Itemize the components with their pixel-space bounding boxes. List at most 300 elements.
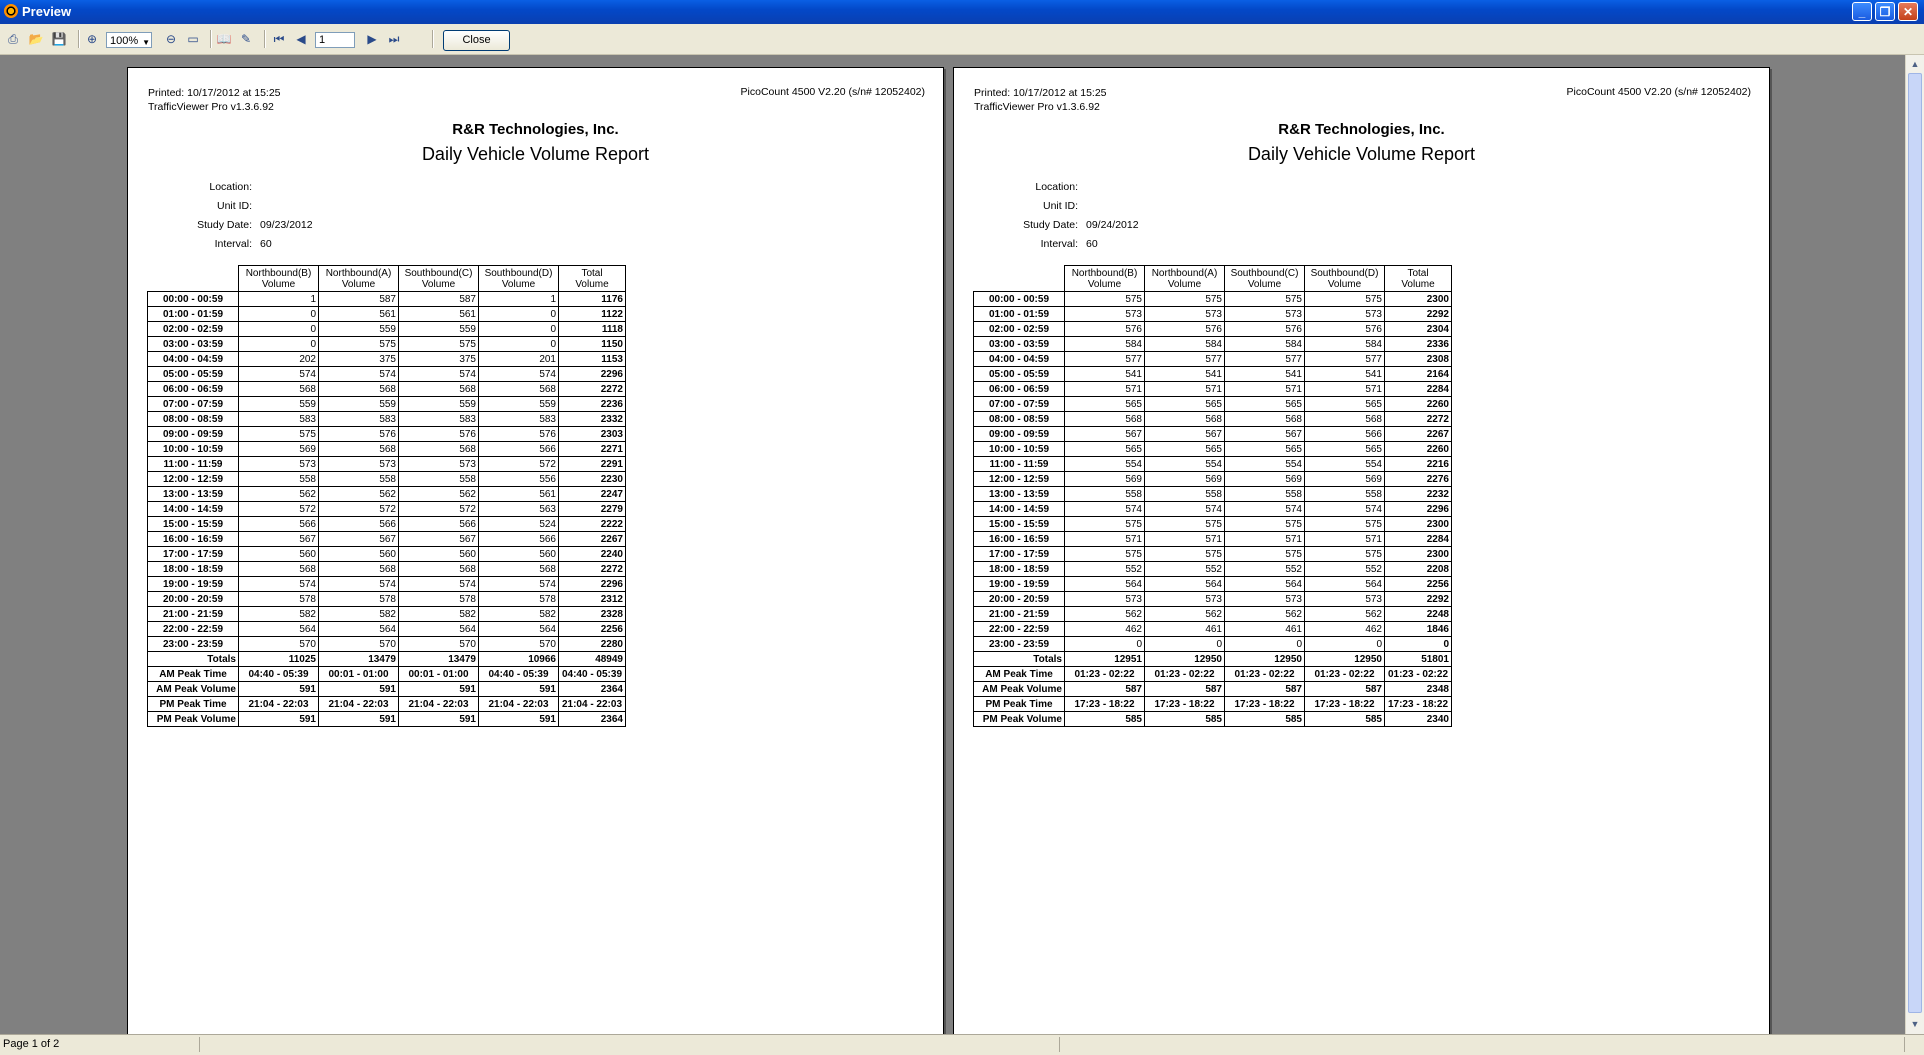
table-cell: 2256 [1385, 577, 1452, 592]
table-cell: 570 [239, 637, 319, 652]
table-cell: 560 [319, 547, 399, 562]
table-cell: 582 [479, 607, 559, 622]
column-header [239, 266, 319, 292]
row-label: 02:00 - 02:59 [148, 322, 239, 337]
table-cell: 578 [399, 592, 479, 607]
table-cell: 01:23 - 02:22 [1305, 667, 1385, 682]
page-status: Page 1 of 2 [0, 1037, 200, 1052]
first-page-icon[interactable]: ⏮ [273, 32, 285, 46]
open-icon[interactable]: 📂 [28, 32, 44, 46]
table-cell: 569 [1065, 472, 1145, 487]
table-cell: 576 [1305, 322, 1385, 337]
table-cell: 573 [1305, 307, 1385, 322]
table-cell: 12950 [1145, 652, 1225, 667]
table-cell: 01:23 - 02:22 [1225, 667, 1305, 682]
table-cell: 562 [319, 487, 399, 502]
table-cell: 2284 [1385, 532, 1452, 547]
table-cell: 591 [399, 682, 479, 697]
table-cell: 552 [1225, 562, 1305, 577]
table-cell: 11025 [239, 652, 319, 667]
table-cell: 565 [1145, 442, 1225, 457]
row-label: 03:00 - 03:59 [974, 337, 1065, 352]
table-cell: 01:23 - 02:22 [1065, 667, 1145, 682]
table-cell: 591 [399, 712, 479, 727]
table-cell: 1176 [559, 292, 626, 307]
table-cell: 585 [1145, 712, 1225, 727]
table-cell: 570 [399, 637, 479, 652]
prev-page-icon[interactable]: ◀ [296, 32, 306, 46]
row-label: PM Peak Volume [974, 712, 1065, 727]
table-cell: 575 [1065, 547, 1145, 562]
meta-label: Location: [1035, 181, 1078, 193]
row-label: 16:00 - 16:59 [974, 532, 1065, 547]
table-cell: 583 [239, 412, 319, 427]
table-cell: 2280 [559, 637, 626, 652]
row-label: 05:00 - 05:59 [148, 367, 239, 382]
table-cell: 578 [239, 592, 319, 607]
table-row [974, 607, 1452, 622]
table-cell: 567 [1065, 427, 1145, 442]
table-row [974, 577, 1452, 592]
table-cell: 0 [1385, 637, 1452, 652]
table-cell: 576 [479, 427, 559, 442]
row-label: AM Peak Time [974, 667, 1065, 682]
close-window-button[interactable]: ✕ [1898, 2, 1918, 21]
table-cell: 2232 [1385, 487, 1452, 502]
table-cell: 2328 [559, 607, 626, 622]
table-cell: 48949 [559, 652, 626, 667]
table-cell: 560 [479, 547, 559, 562]
row-label: 22:00 - 22:59 [974, 622, 1065, 637]
table-cell: 562 [399, 487, 479, 502]
table-row [148, 352, 626, 367]
table-cell: 562 [239, 487, 319, 502]
save-icon[interactable]: 💾 [51, 32, 67, 46]
table-row [974, 592, 1452, 607]
table-cell: 576 [1065, 322, 1145, 337]
table-cell: 568 [399, 382, 479, 397]
column-header [479, 266, 559, 292]
column-header [1305, 266, 1385, 292]
table-row [148, 667, 626, 682]
table-cell: 0 [1305, 637, 1385, 652]
row-label: 12:00 - 12:59 [974, 472, 1065, 487]
table-cell: 0 [479, 307, 559, 322]
table-cell: 575 [239, 427, 319, 442]
table-cell: 585 [1225, 712, 1305, 727]
table-cell: 51801 [1385, 652, 1452, 667]
table-row [148, 292, 626, 307]
table-cell: 569 [239, 442, 319, 457]
row-label: PM Peak Time [148, 697, 239, 712]
column-header-line: Volume [261, 278, 296, 290]
table-cell: 1118 [559, 322, 626, 337]
meta-label: Location: [209, 181, 252, 193]
row-label: 19:00 - 19:59 [148, 577, 239, 592]
table-cell: 584 [1145, 337, 1225, 352]
row-label: 18:00 - 18:59 [974, 562, 1065, 577]
table-cell: 2303 [559, 427, 626, 442]
zoom-value: 100% [110, 35, 139, 47]
table-cell: 04:40 - 05:39 [479, 667, 559, 682]
table-row [974, 337, 1452, 352]
table-cell: 2332 [559, 412, 626, 427]
table-cell: 575 [1145, 547, 1225, 562]
table-cell: 554 [1145, 457, 1225, 472]
table-cell: 576 [1225, 322, 1305, 337]
table-row [974, 637, 1452, 652]
table-cell: 573 [399, 457, 479, 472]
table-cell: 565 [1145, 397, 1225, 412]
table-row [974, 322, 1452, 337]
row-label: 15:00 - 15:59 [974, 517, 1065, 532]
table-cell: 574 [239, 367, 319, 382]
column-header-line: Volume [501, 278, 536, 290]
table-cell: 571 [1065, 382, 1145, 397]
row-label: PM Peak Volume [148, 712, 239, 727]
scroll-up-icon[interactable]: ▲ [1910, 59, 1920, 69]
table-cell: 564 [319, 622, 399, 637]
table-cell: 575 [1305, 547, 1385, 562]
table-row [974, 622, 1452, 637]
column-header-line: Volume [575, 278, 609, 290]
table-cell: 574 [1065, 502, 1145, 517]
table-cell: 2260 [1385, 397, 1452, 412]
table-cell: 2267 [1385, 427, 1452, 442]
column-header-line: Southbound(C) [1230, 267, 1299, 279]
table-row [974, 502, 1452, 517]
table-cell: 582 [239, 607, 319, 622]
table-cell: 578 [319, 592, 399, 607]
report-title: Daily Vehicle Volume Report [421, 144, 650, 164]
table-cell: 568 [399, 562, 479, 577]
table-cell: 577 [1225, 352, 1305, 367]
table-row [148, 532, 626, 547]
table-cell: 575 [1145, 292, 1225, 307]
table-cell: 2340 [1385, 712, 1452, 727]
table-cell: 566 [319, 517, 399, 532]
table-cell: 0 [239, 322, 319, 337]
preview-viewport [0, 55, 1905, 1034]
table-row [974, 712, 1452, 727]
table-row [974, 457, 1452, 472]
table-cell: 2284 [1385, 382, 1452, 397]
table-cell: 573 [1225, 307, 1305, 322]
table-cell: 574 [479, 577, 559, 592]
table-cell: 2222 [559, 517, 626, 532]
next-page-icon[interactable]: ▶ [367, 32, 377, 46]
table-cell: 2276 [1385, 472, 1452, 487]
table-cell: 572 [479, 457, 559, 472]
table-cell: 0 [239, 337, 319, 352]
row-label: AM Peak Volume [974, 682, 1065, 697]
table-row [148, 517, 626, 532]
table-cell: 2216 [1385, 457, 1452, 472]
table-row [148, 412, 626, 427]
table-header-row [148, 266, 626, 292]
table-row [148, 577, 626, 592]
table-cell: 2296 [1385, 502, 1452, 517]
row-label: 17:00 - 17:59 [974, 547, 1065, 562]
table-cell: 560 [399, 547, 479, 562]
zoom-in-icon[interactable]: ⊕ [86, 32, 98, 46]
table-cell: 1 [479, 292, 559, 307]
table-cell: 541 [1065, 367, 1145, 382]
table-cell: 552 [1145, 562, 1225, 577]
table-cell: 560 [239, 547, 319, 562]
table-cell: 565 [1065, 442, 1145, 457]
table-row [148, 382, 626, 397]
table-cell: 566 [1305, 427, 1385, 442]
table-cell: 2272 [1385, 412, 1452, 427]
table-cell: 587 [1145, 682, 1225, 697]
table-cell: 583 [399, 412, 479, 427]
software-version: TrafficViewer Pro v1.3.6.92 [148, 101, 274, 113]
table-cell: 568 [319, 562, 399, 577]
table-cell: 17:23 - 18:22 [1305, 697, 1385, 712]
table-cell: 2267 [559, 532, 626, 547]
table-row [974, 367, 1452, 382]
row-label: 16:00 - 16:59 [148, 532, 239, 547]
scroll-thumb[interactable] [1908, 73, 1922, 1013]
meta-label: Unit ID: [216, 200, 252, 212]
table-cell: 1 [239, 292, 319, 307]
table-cell: 461 [1225, 622, 1305, 637]
table-cell: 554 [1305, 457, 1385, 472]
column-header-line: Northbound(A) [1151, 267, 1218, 279]
minimize-button[interactable]: _ [1852, 2, 1872, 21]
table-cell: 564 [399, 622, 479, 637]
table-row [148, 472, 626, 487]
table-cell: 567 [1145, 427, 1225, 442]
table-cell: 2296 [559, 367, 626, 382]
row-label: 19:00 - 19:59 [974, 577, 1065, 592]
table-cell: 2308 [1385, 352, 1452, 367]
zoom-out-icon[interactable]: ⊖ [165, 32, 177, 46]
table-cell: 00:01 - 01:00 [399, 667, 479, 682]
table-cell: 575 [1065, 517, 1145, 532]
report-page [953, 67, 1770, 1034]
scroll-down-icon[interactable]: ▼ [1910, 1019, 1920, 1029]
table-row [974, 517, 1452, 532]
table-cell: 574 [239, 577, 319, 592]
window-title: Preview [22, 4, 72, 19]
table-cell: 591 [319, 712, 399, 727]
row-label: 22:00 - 22:59 [148, 622, 239, 637]
table-cell: 562 [1065, 607, 1145, 622]
table-cell: 13479 [399, 652, 479, 667]
company-name: R&R Technologies, Inc. [452, 121, 619, 138]
edit-icon[interactable]: ✎ [240, 32, 252, 46]
table-row [974, 442, 1452, 457]
table-cell: 2271 [559, 442, 626, 457]
table-cell: 558 [319, 472, 399, 487]
column-header-line: Volume [1401, 278, 1435, 290]
table-row [974, 562, 1452, 577]
table-cell: 591 [319, 682, 399, 697]
table-cell: 202 [239, 352, 319, 367]
table-cell: 571 [1305, 532, 1385, 547]
table-corner [148, 266, 239, 292]
table-cell: 575 [1145, 517, 1225, 532]
table-cell: 575 [319, 337, 399, 352]
table-cell: 574 [319, 367, 399, 382]
report-page [127, 67, 944, 1034]
app-icon [4, 4, 18, 18]
column-header-line: Southbound(C) [404, 267, 473, 279]
row-label: 01:00 - 01:59 [974, 307, 1065, 322]
table-cell: 587 [1065, 682, 1145, 697]
row-label: 10:00 - 10:59 [148, 442, 239, 457]
column-header [1225, 266, 1305, 292]
row-label: PM Peak Time [974, 697, 1065, 712]
table-cell: 571 [1225, 532, 1305, 547]
table-cell: 552 [1305, 562, 1385, 577]
page-number-input[interactable]: 1 [315, 32, 355, 48]
table-cell: 573 [1225, 592, 1305, 607]
row-label: 09:00 - 09:59 [148, 427, 239, 442]
vertical-scrollbar[interactable] [1905, 55, 1924, 1034]
printed-date: Printed: 10/17/2012 at 15:25 [148, 87, 281, 99]
row-label: 14:00 - 14:59 [974, 502, 1065, 517]
table-cell: 2279 [559, 502, 626, 517]
table-cell: 568 [479, 562, 559, 577]
report-title: Daily Vehicle Volume Report [1247, 144, 1476, 164]
table-row [148, 547, 626, 562]
table-cell: 565 [1065, 397, 1145, 412]
print-icon[interactable]: ⎙ [8, 32, 18, 46]
row-label: 06:00 - 06:59 [974, 382, 1065, 397]
table-row [974, 352, 1452, 367]
table-cell: 568 [399, 442, 479, 457]
table-cell: 1153 [559, 352, 626, 367]
table-cell: 559 [399, 397, 479, 412]
table-cell: 585 [1065, 712, 1145, 727]
table-cell: 21:04 - 22:03 [479, 697, 559, 712]
table-row [148, 697, 626, 712]
table-row [148, 337, 626, 352]
maximize-button[interactable]: ❐ [1875, 2, 1895, 21]
table-row [148, 607, 626, 622]
table-cell: 574 [399, 367, 479, 382]
table-row [974, 397, 1452, 412]
row-label: AM Peak Volume [148, 682, 239, 697]
table-cell: 574 [319, 577, 399, 592]
table-cell: 572 [239, 502, 319, 517]
table-row [148, 397, 626, 412]
table-row [148, 502, 626, 517]
table-cell: 524 [479, 517, 559, 532]
column-header-line: Northbound(B) [1071, 267, 1138, 279]
row-label: 08:00 - 08:59 [974, 412, 1065, 427]
row-label: 04:00 - 04:59 [974, 352, 1065, 367]
table-cell: 567 [319, 532, 399, 547]
table-row [974, 487, 1452, 502]
table-cell: 568 [1305, 412, 1385, 427]
print-info [148, 86, 281, 114]
table-cell: 2240 [559, 547, 626, 562]
row-label: 11:00 - 11:59 [148, 457, 239, 472]
row-label: 15:00 - 15:59 [148, 517, 239, 532]
table-cell: 2312 [559, 592, 626, 607]
table-row [974, 682, 1452, 697]
table-cell: 559 [239, 397, 319, 412]
fit-page-icon[interactable]: ▭ [187, 32, 199, 46]
column-header-line: Volume [1247, 278, 1282, 290]
row-label: 11:00 - 11:59 [974, 457, 1065, 472]
table-cell: 568 [1065, 412, 1145, 427]
table-row [148, 307, 626, 322]
table-cell: 572 [319, 502, 399, 517]
table-cell: 566 [479, 442, 559, 457]
table-cell: 2164 [1385, 367, 1452, 382]
table-cell: 541 [1225, 367, 1305, 382]
book-icon[interactable]: 📖 [216, 32, 232, 46]
row-label: 12:00 - 12:59 [148, 472, 239, 487]
table-row [974, 697, 1452, 712]
table-cell: 2260 [1385, 442, 1452, 457]
table-cell: 574 [479, 367, 559, 382]
table-cell: 571 [1065, 532, 1145, 547]
table-cell: 558 [1065, 487, 1145, 502]
table-row [148, 622, 626, 637]
table-cell: 569 [1225, 472, 1305, 487]
zoom-select[interactable] [106, 32, 152, 48]
table-cell: 559 [319, 322, 399, 337]
table-cell: 587 [319, 292, 399, 307]
table-cell: 570 [319, 637, 399, 652]
toolbar-separator [264, 30, 266, 48]
table-cell: 559 [399, 322, 479, 337]
status-pane [1060, 1037, 1905, 1052]
row-label: 05:00 - 05:59 [974, 367, 1065, 382]
table-row [148, 637, 626, 652]
table-cell: 541 [1145, 367, 1225, 382]
device-info: PicoCount 4500 V2.20 (s/n# 12052402) [740, 86, 925, 98]
table-cell: 562 [1145, 607, 1225, 622]
row-label: 08:00 - 08:59 [148, 412, 239, 427]
table-cell: 0 [479, 322, 559, 337]
table-cell: 0 [479, 337, 559, 352]
table-cell: 591 [239, 712, 319, 727]
table-cell: 575 [1225, 517, 1305, 532]
table-cell: 573 [1065, 307, 1145, 322]
row-label: 21:00 - 21:59 [148, 607, 239, 622]
table-cell: 561 [479, 487, 559, 502]
table-cell: 576 [399, 427, 479, 442]
table-cell: 2248 [1385, 607, 1452, 622]
table-cell: 571 [1305, 382, 1385, 397]
column-header-line: Volume [341, 278, 376, 290]
table-cell: 17:23 - 18:22 [1065, 697, 1145, 712]
table-cell: 12950 [1225, 652, 1305, 667]
table-cell: 461 [1145, 622, 1225, 637]
table-cell: 573 [1065, 592, 1145, 607]
table-cell: 583 [479, 412, 559, 427]
table-row [974, 652, 1452, 667]
table-cell: 13479 [319, 652, 399, 667]
close-preview-button[interactable]: Close [443, 30, 510, 51]
table-cell: 2348 [1385, 682, 1452, 697]
table-cell: 571 [1145, 382, 1225, 397]
row-label: 13:00 - 13:59 [148, 487, 239, 502]
table-row [148, 592, 626, 607]
last-page-icon[interactable]: ⏭ [388, 32, 400, 46]
toolbar-separator [210, 30, 212, 48]
row-label: 17:00 - 17:59 [148, 547, 239, 562]
table-cell: 201 [479, 352, 559, 367]
table-cell: 567 [1225, 427, 1305, 442]
